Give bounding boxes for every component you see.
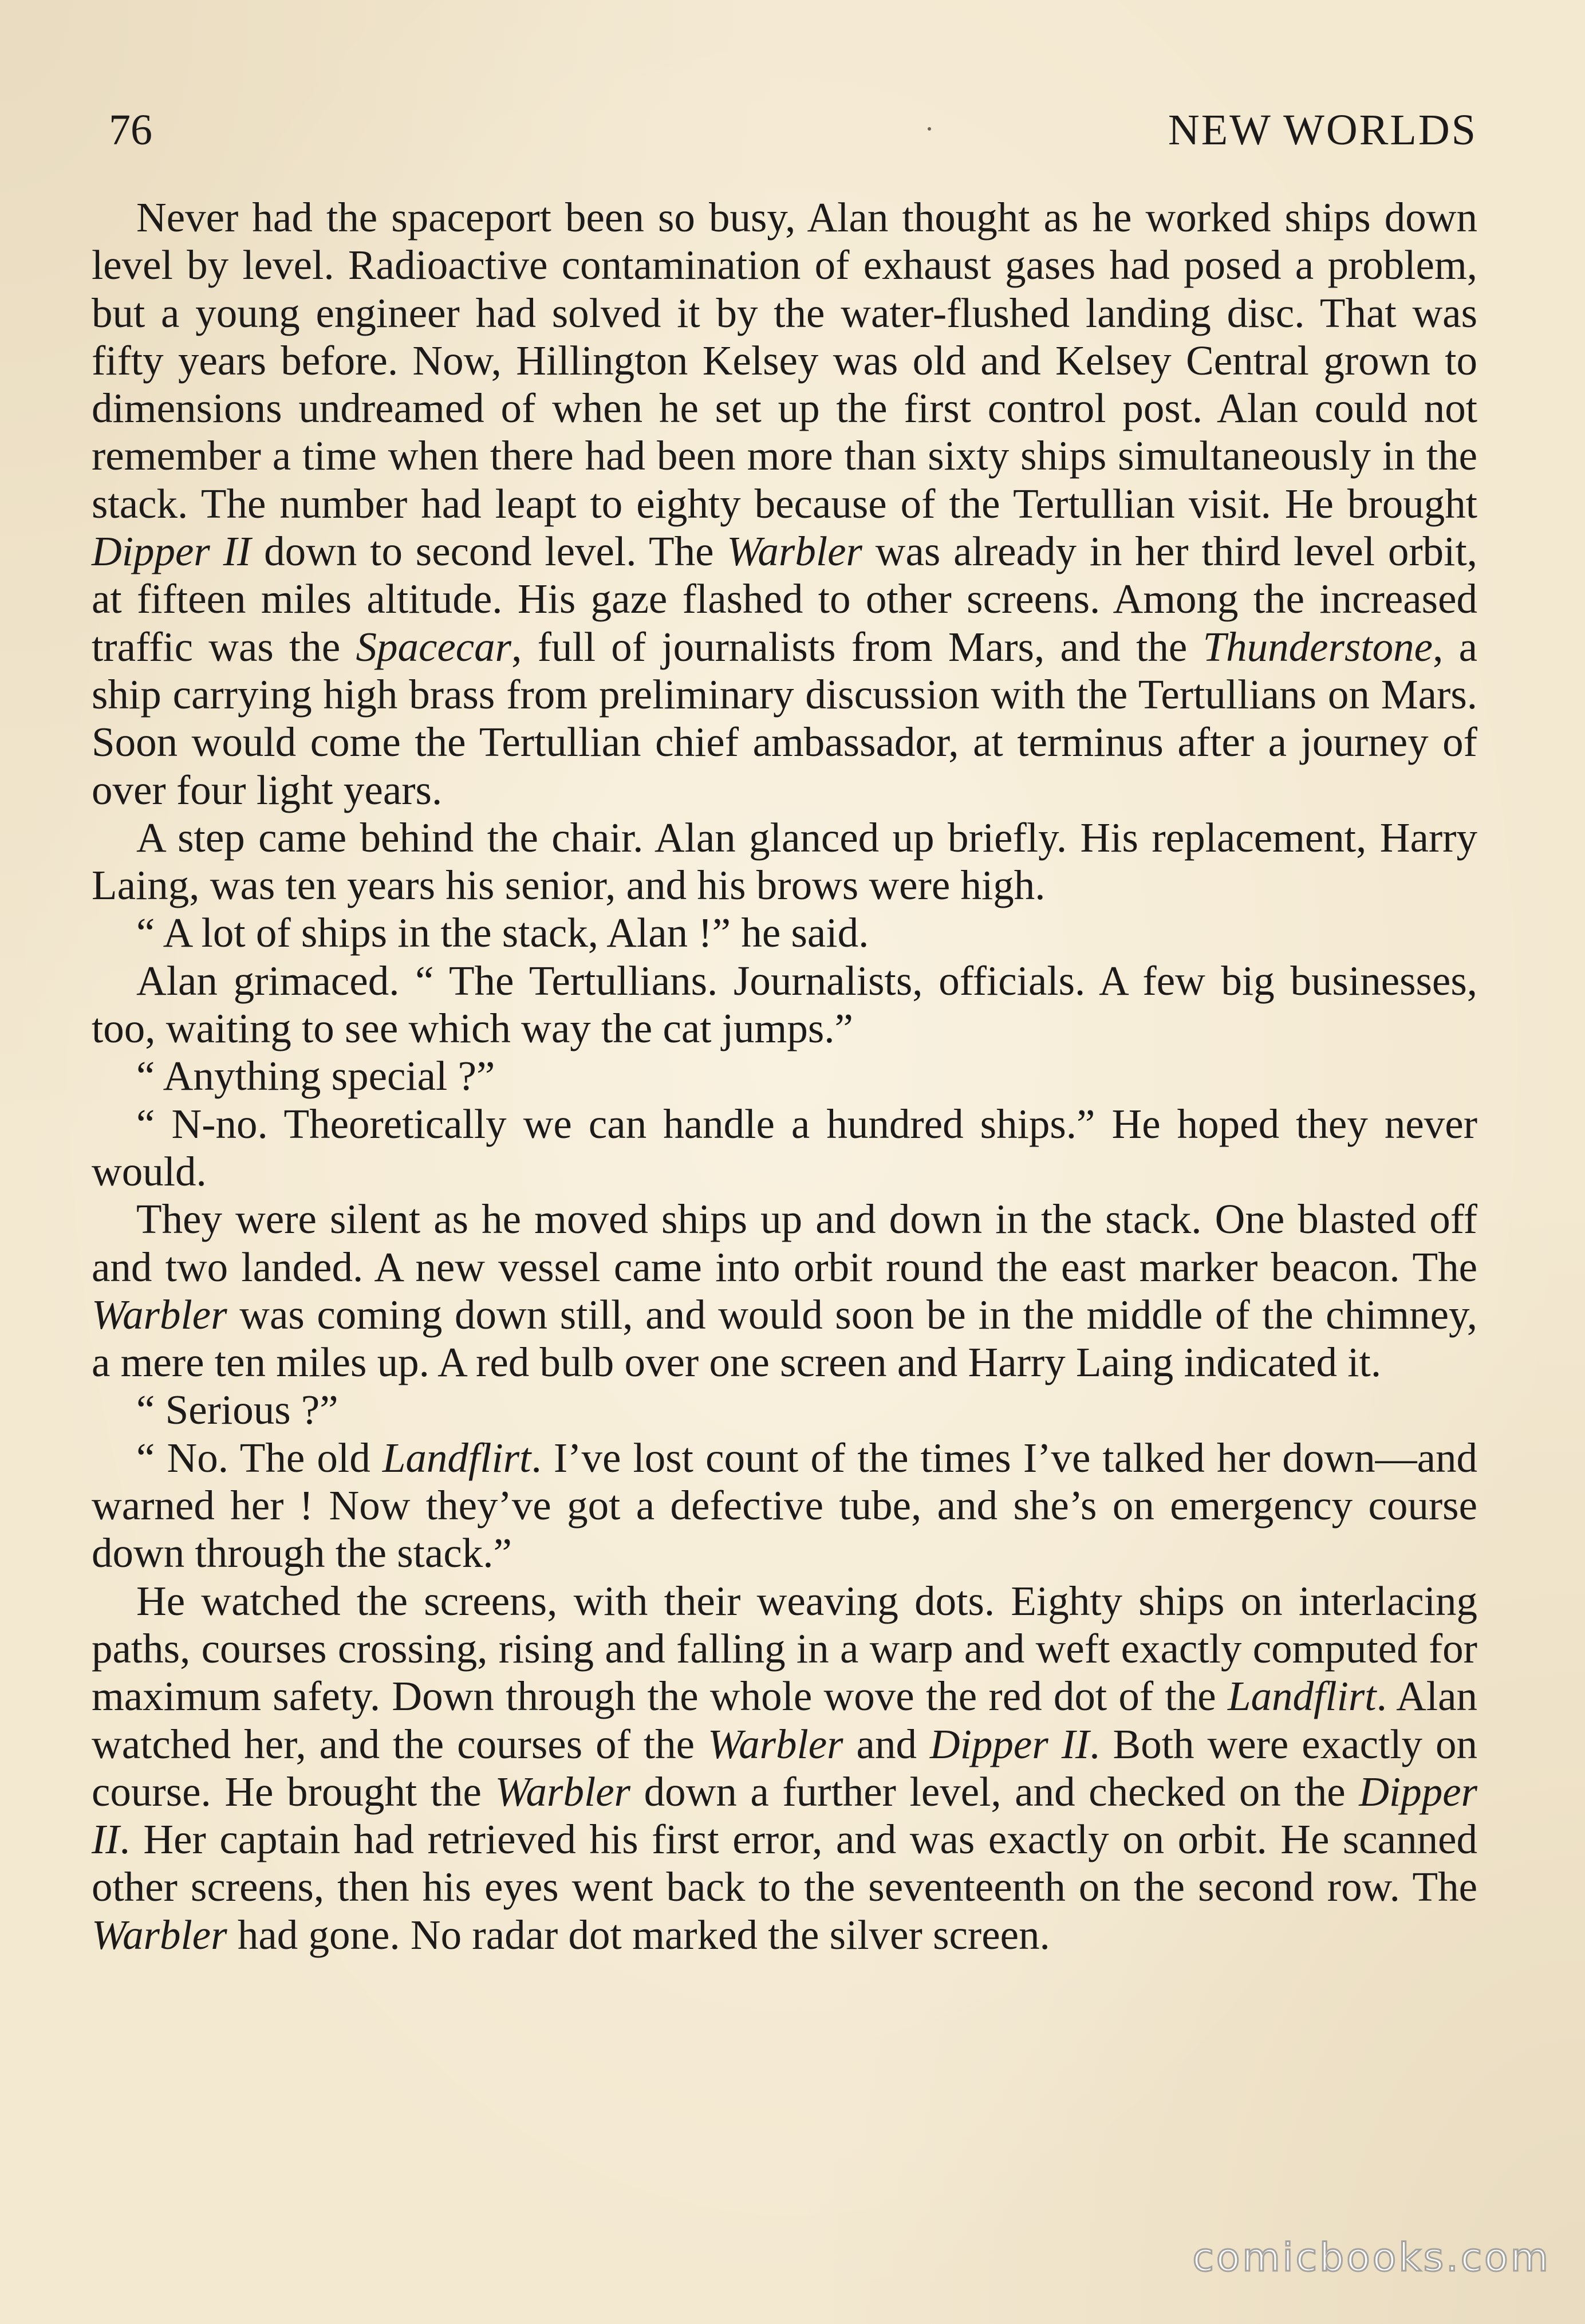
- ship-name: Dipper II: [92, 1768, 1477, 1863]
- ship-name: Warbler: [707, 1720, 843, 1767]
- ship-name: Landflirt: [382, 1434, 531, 1481]
- ship-name: Spacecar: [356, 623, 512, 670]
- text-run: Never had the spaceport been so busy, Alan thought as he worked ships down level by level. Radioactive contamination of exhaust gases had posed a problem, but a young engineer had solved it by the water-flushed landing disc. That was fifty years before. Now, Hillington Kelsey was old and Kelsey Central grown to dimensions undreamed of when he set up the first control post. Alan could not remember a time when there had been more than sixty ships simultaneously in the stack. The number had leapt to eighty because of the Tertullian visit. He brought: [92, 194, 1477, 527]
- text-run: . I’ve lost count of the times I’ve talked her down—and warned her ! Now they’ve got a defective tube, and she’s on emergency course down through the stack.”: [92, 1434, 1477, 1577]
- paragraph: [92, 1577, 1477, 1959]
- text-run: A step came behind the chair. Alan glanced up briefly. His replacement, Harry Laing, was ten years his senior, and his brows were high.: [92, 814, 1477, 909]
- text-run: “ No. The old: [136, 1434, 383, 1481]
- paragraph: [92, 814, 1477, 909]
- paragraph: [92, 1100, 1477, 1196]
- running-title: NEW WORLDS: [1168, 106, 1477, 154]
- text-run: had gone. No radar dot marked the silver screen.: [227, 1911, 1050, 1958]
- ship-name: Dipper II: [929, 1720, 1090, 1767]
- text-run: . Both were exactly on course. He brought the: [92, 1720, 1477, 1815]
- print-speck: [928, 127, 931, 131]
- text-run: “ N-no. Theoretically we can handle a hundred ships.” He hoped they never would.: [92, 1100, 1477, 1195]
- text-run: “ Anything special ?”: [136, 1053, 495, 1100]
- ship-name: Warbler: [727, 528, 862, 575]
- text-run: “ A lot of ships in the stack, Alan !” he said.: [136, 909, 869, 956]
- paragraph: [92, 1434, 1477, 1577]
- page-number: 76: [109, 106, 152, 154]
- text-run: “ Serious ?”: [136, 1386, 338, 1433]
- ship-name: Warbler: [92, 1291, 227, 1338]
- text-run: , full of journalists from Mars, and the: [511, 623, 1203, 670]
- ship-name: Warbler: [92, 1911, 227, 1958]
- paragraph: [92, 909, 1477, 956]
- ship-name: Warbler: [495, 1768, 631, 1815]
- paragraph: [92, 1052, 1477, 1100]
- running-head: [109, 99, 1477, 162]
- text-run: and: [843, 1720, 930, 1767]
- ship-name: Dipper II: [92, 528, 251, 575]
- text-run: , a ship carrying high brass from preliminary discussion with the Tertullians on Mars. Soon would come the Tertullian chief ambassador, at terminus after a journey of over four light years.: [92, 623, 1477, 813]
- text-run: . Alan watched her, and the courses of the: [92, 1673, 1477, 1767]
- ship-name: Landflirt: [1227, 1673, 1377, 1720]
- paragraph: [92, 1195, 1477, 1386]
- text-run: down to second level. The: [251, 528, 727, 575]
- watermark-logo: comicbooks.com: [1192, 2235, 1551, 2280]
- ship-name: Thunderstone: [1202, 623, 1433, 670]
- paragraph: [92, 1386, 1477, 1433]
- text-run: He watched the screens, with their weaving dots. Eighty ships on interlacing paths, courses crossing, rising and falling in a warp and weft exactly computed for maximum safety. Down through the whole wove the red dot of the: [92, 1577, 1477, 1720]
- text-run: down a further level, and checked on the: [630, 1768, 1359, 1815]
- text-run: was already in her third level orbit, at fifteen miles altitude. His gaze flashed to other screens. Among the increased traffic was the: [92, 528, 1477, 670]
- text-run: was coming down still, and would soon be in the middle of the chimney, a mere ten miles up. A red bulb over one screen and Harry Laing indicated it.: [92, 1291, 1477, 1386]
- story-body: [92, 194, 1477, 1959]
- paragraph: [92, 957, 1477, 1053]
- paragraph: [92, 194, 1477, 814]
- text-run: . Her captain had retrieved his first error, and was exactly on orbit. He scanned other screens, then his eyes went back to the seventeenth on the second row. The: [92, 1816, 1477, 1911]
- text-run: Alan grimaced. “ The Tertullians. Journalists, officials. A few big businesses, too, waiting to see which way the cat jumps.”: [92, 957, 1477, 1052]
- text-run: They were silent as he moved ships up and down in the stack. One blasted off and two landed. A new vessel came into orbit round the east marker beacon. The: [92, 1196, 1477, 1290]
